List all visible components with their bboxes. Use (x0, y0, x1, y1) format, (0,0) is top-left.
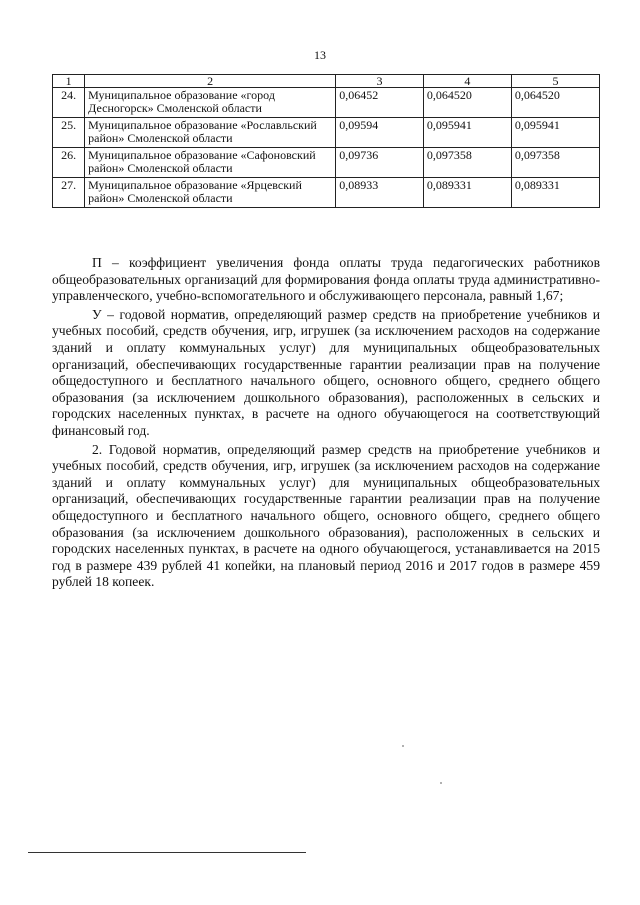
table-row (53, 178, 600, 208)
paragraph-coefficient-p: П – коэффициент увеличения фонда оплаты труда педагогических работников общеобразовательных организаций для формирования фонда оплаты труда административно-управленческого, учебно-вспомогательного и обслуживающего персонала, равный 1,67; (52, 255, 600, 304)
value-col5: 0,089331 (511, 178, 599, 208)
value-col3: 0,09594 (336, 118, 424, 148)
table-header-cell: 5 (511, 75, 599, 88)
value-col4: 0,095941 (423, 118, 511, 148)
table-header-cell: 1 (53, 75, 85, 88)
paragraph-item-2: 2. Годовой норматив, определяющий размер средств на приобретение учебников и учебных пособий, средств обучения, игр, игрушек (за исключением расходов на содержание зданий и оплату коммунальных услуг) для муниципальных общеобразовательных организаций, обеспечивающих государственные гарантии реализации прав на получение общедоступного и бесплатного начального общего, основного общего, среднего общего образования (за исключением дошкольного образования), расположенных в сельских и городских населенных пунктах, в расчете на одного обучающегося, устанавливается на 2015 год в размере 439 рублей 41 копейки, на плановый период 2016 и 2017 годов в размере 459 рублей 18 копеек. (52, 441, 600, 590)
table-row (53, 88, 600, 118)
row-number: 26. (53, 148, 85, 178)
row-number: 24. (53, 88, 85, 118)
paragraph-norm-u: У – годовой норматив, определяющий размер средств на приобретение учебников и учебных пособий, средств обучения, игр, игрушек (за исключением расходов на содержание зданий и оплату коммунальных услуг) для муниципальных общеобразовательных организаций, обеспечивающих государственные гарантии реализации прав на получение общедоступного и бесплатного начального общего, основного общего, среднего общего образования (за исключением дошкольного образования), расположенных в сельских и городских населенных пунктах, в расчете на одного обучающегося на соответствующий финансовый год. (52, 306, 600, 438)
municipality-name: Муниципальное образование «город Десногорск» Смоленской области (85, 88, 336, 118)
table-header-cell: 2 (85, 75, 336, 88)
scan-speck (440, 782, 442, 784)
table-header-cell: 3 (336, 75, 424, 88)
value-col4: 0,097358 (423, 148, 511, 178)
row-number: 25. (53, 118, 85, 148)
value-col3: 0,06452 (336, 88, 424, 118)
value-col5: 0,095941 (511, 118, 599, 148)
scan-speck (402, 745, 404, 747)
page-number: 13 (314, 48, 326, 62)
table-row (53, 118, 600, 148)
value-col4: 0,089331 (423, 178, 511, 208)
table-header-cell: 4 (423, 75, 511, 88)
table-header-row (53, 75, 600, 88)
municipality-name: Муниципальное образование «Ярцевский район» Смоленской области (85, 178, 336, 208)
body-text (52, 255, 600, 593)
coefficients-table (52, 74, 600, 208)
value-col4: 0,064520 (423, 88, 511, 118)
municipality-name: Муниципальное образование «Сафоновский район» Смоленской области (85, 148, 336, 178)
row-number: 27. (53, 178, 85, 208)
table-row (53, 148, 600, 178)
municipality-name: Муниципальное образование «Рославльский район» Смоленской области (85, 118, 336, 148)
value-col3: 0,09736 (336, 148, 424, 178)
value-col5: 0,064520 (511, 88, 599, 118)
footer-rule (28, 852, 306, 853)
value-col5: 0,097358 (511, 148, 599, 178)
value-col3: 0,08933 (336, 178, 424, 208)
